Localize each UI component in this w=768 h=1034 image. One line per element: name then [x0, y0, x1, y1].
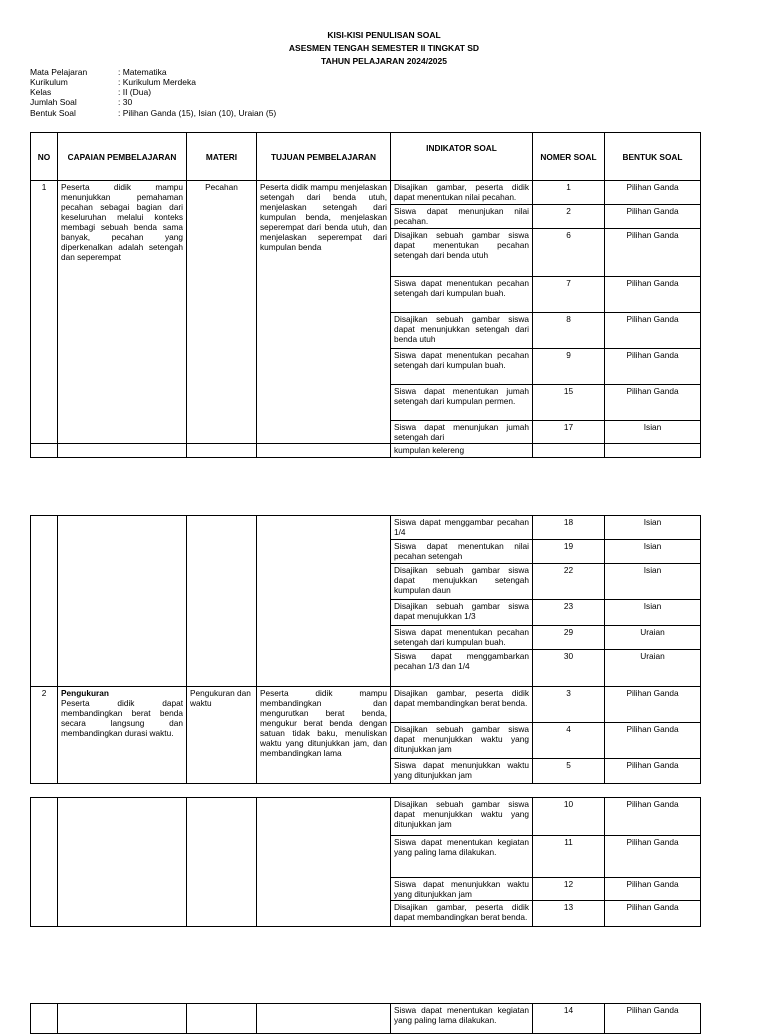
- meta-value: : Kurikulum Merdeka: [118, 77, 196, 87]
- bentuk-cell: Uraian: [605, 650, 701, 687]
- indikator-cell: Siswa dapat menggambar pecahan 1/4: [391, 516, 533, 540]
- tujuan-text: Peserta didik mampu menjelaskan setengah dari benda utuh, menjelaskan setengah dari kumpulan benda, menjelaskan seperempat dari benda utuh, dan menjelaskan seperempat dari kumpulan benda: [257, 181, 391, 444]
- meta-label: Bentuk Soal: [30, 108, 76, 118]
- bentuk-cell: Pilihan Ganda: [605, 385, 701, 421]
- bentuk-cell: Uraian: [605, 626, 701, 650]
- capaian-cell: [58, 687, 187, 784]
- bentuk-cell: Pilihan Ganda: [605, 229, 701, 277]
- grid-table-3: [30, 797, 701, 927]
- indikator-cell: Disajikan sebuah gambar siswa dapat menentukan pecahan setengah dari benda utuh: [391, 229, 533, 277]
- nomer-cell: 2: [533, 205, 605, 229]
- nomer-cell: 14: [533, 1004, 605, 1034]
- nomer-cell: 29: [533, 626, 605, 650]
- nomer-cell: 11: [533, 836, 605, 878]
- nomer-cell: 15: [533, 385, 605, 421]
- capaian-text: Peserta didik dapat membandingkan berat benda secara langsung dan membandingkan durasi waktu.: [61, 698, 183, 738]
- indikator-cell: Disajikan sebuah gambar siswa dapat menunjukkan waktu yang ditunjukkan jam: [391, 798, 533, 836]
- bentuk-cell: Isian: [605, 600, 701, 626]
- table-row: [31, 687, 701, 723]
- indikator-cell: Siswa dapat menggambarkan pecahan 1/3 dan 1/4: [391, 650, 533, 687]
- indikator-cell: Disajikan sebuah gambar siswa dapat menujukkan 1/3: [391, 600, 533, 626]
- materi-text: Pengukuran dan waktu: [187, 687, 257, 784]
- capaian-title: Pengukuran: [61, 688, 109, 698]
- nomer-cell: 13: [533, 901, 605, 927]
- col-header-tujuan: TUJUAN PEMBELAJARAN: [257, 133, 391, 181]
- table-row: [31, 1004, 701, 1034]
- table-header-row: [31, 133, 701, 181]
- col-header-materi: MATERI: [187, 133, 257, 181]
- bentuk-cell: Pilihan Ganda: [605, 836, 701, 878]
- bentuk-cell: Isian: [605, 421, 701, 444]
- meta-value: : II (Dua): [118, 87, 152, 97]
- meta-label: Jumlah Soal: [30, 97, 77, 107]
- bentuk-cell: Pilihan Ganda: [605, 901, 701, 927]
- col-header-bentuk: BENTUK SOAL: [605, 133, 701, 181]
- table-row: [31, 516, 701, 540]
- nomer-cell: 30: [533, 650, 605, 687]
- nomer-cell: 5: [533, 759, 605, 784]
- nomer-cell: 1: [533, 181, 605, 205]
- doc-title: KISI-KISI PENULISAN SOAL: [327, 30, 441, 40]
- row-no: 2: [31, 687, 58, 784]
- bentuk-cell: Pilihan Ganda: [605, 1004, 701, 1034]
- bentuk-cell: Isian: [605, 540, 701, 564]
- col-header-no: NO: [31, 133, 58, 181]
- indikator-cell: Disajikan gambar, peserta didik dapat membandingkan berat benda.: [391, 687, 533, 723]
- indikator-cell: Siswa dapat menentukan nilai pecahan setengah: [391, 540, 533, 564]
- bentuk-cell: Pilihan Ganda: [605, 759, 701, 784]
- indikator-cell: Siswa dapat menunjukkan waktu yang ditunjukkan jam: [391, 759, 533, 784]
- nomer-cell: 8: [533, 313, 605, 349]
- nomer-cell: 12: [533, 878, 605, 901]
- nomer-cell: 22: [533, 564, 605, 600]
- indikator-cell: Disajikan gambar, peserta didik dapat membandingkan berat benda.: [391, 901, 533, 927]
- col-header-nomer: NOMER SOAL: [533, 133, 605, 181]
- grid-table-1: [30, 132, 701, 458]
- nomer-cell: 17: [533, 421, 605, 444]
- meta-label: Kurikulum: [30, 77, 68, 87]
- indikator-cell: Siswa dapat menentukan pecahan setengah dari kumpulan buah.: [391, 626, 533, 650]
- meta-value: : Pilihan Ganda (15), Isian (10), Uraian (5): [118, 108, 277, 118]
- col-header-indikator: INDIKATOR SOAL: [391, 133, 533, 181]
- meta-label: Mata Pelajaran: [30, 67, 88, 77]
- nomer-cell: 4: [533, 723, 605, 759]
- indikator-cell: Siswa dapat menentukan pecahan setengah dari kumpulan buah.: [391, 349, 533, 385]
- col-header-cp: CAPAIAN PEMBELAJARAN: [58, 133, 187, 181]
- table-row: [31, 798, 701, 836]
- indikator-cell: Siswa dapat menentukan kegiatan yang paling lama dilakukan.: [391, 836, 533, 878]
- nomer-cell: 18: [533, 516, 605, 540]
- bentuk-cell: Pilihan Ganda: [605, 723, 701, 759]
- nomer-cell: 7: [533, 277, 605, 313]
- indikator-cell: Disajikan sebuah gambar siswa dapat menujukkan setengah kumpulan daun: [391, 564, 533, 600]
- indikator-cell: Disajikan gambar, peserta didik dapat menentukan nilai pecahan.: [391, 181, 533, 205]
- bentuk-cell: Pilihan Ganda: [605, 798, 701, 836]
- indikator-cell: Siswa dapat menentukan jumah setengah dari kumpulan permen.: [391, 385, 533, 421]
- materi-text: Pecahan: [187, 181, 257, 444]
- indikator-cell: Siswa dapat menunjukan nilai pecahan.: [391, 205, 533, 229]
- bentuk-cell: Pilihan Ganda: [605, 277, 701, 313]
- meta-label: Kelas: [30, 87, 52, 97]
- bentuk-cell: Isian: [605, 564, 701, 600]
- doc-year: TAHUN PELAJARAN 2024/2025: [321, 56, 447, 66]
- indikator-cell: Disajikan sebuah gambar siswa dapat menunjukkan waktu yang ditunjukkan jam: [391, 723, 533, 759]
- indikator-cell: Disajikan sebuah gambar siswa dapat menunjukkan setengah dari benda utuh: [391, 313, 533, 349]
- doc-subtitle: ASESMEN TENGAH SEMESTER II TINGKAT SD: [288, 43, 480, 53]
- nomer-cell: 10: [533, 798, 605, 836]
- grid-table-2: [30, 515, 701, 784]
- capaian-text: Peserta didik mampu menunjukkan pemahaman pecahan sebagai bagian dari keseluruhan melalui konteks membagi sebuah benda sama banyak, pecahan yang diperkenalkan adalah setengah dan seperempat: [58, 181, 187, 444]
- indikator-cell: Siswa dapat menentukan kegiatan yang paling lama dilakukan.: [391, 1004, 533, 1034]
- table-row: [31, 444, 701, 458]
- row-no: 1: [31, 181, 58, 444]
- meta-value: : 30: [118, 97, 133, 107]
- bentuk-cell: Pilihan Ganda: [605, 687, 701, 723]
- indikator-cell: Siswa dapat menentukan pecahan setengah dari kumpulan buah.: [391, 277, 533, 313]
- nomer-cell: 19: [533, 540, 605, 564]
- bentuk-cell: Pilihan Ganda: [605, 349, 701, 385]
- nomer-cell: 3: [533, 687, 605, 723]
- bentuk-cell: Pilihan Ganda: [605, 313, 701, 349]
- indikator-cell: Siswa dapat menunjukkan waktu yang ditunjukkan jam: [391, 878, 533, 901]
- indikator-cell: kumpulan kelereng: [391, 444, 533, 458]
- meta-value: : Matematika: [118, 67, 167, 77]
- bentuk-cell: Pilihan Ganda: [605, 205, 701, 229]
- bentuk-cell: Isian: [605, 516, 701, 540]
- nomer-cell: 9: [533, 349, 605, 385]
- grid-table-4: [30, 1003, 701, 1034]
- nomer-cell: 6: [533, 229, 605, 277]
- tujuan-text: Peserta didik mampu membandingkan dan mengurutkan berat benda, mengukur berat benda dengan satuan tidak baku, menuliskan waktu yang ditunjukkan jam, dan membandingkan lama: [257, 687, 391, 784]
- bentuk-cell: Pilihan Ganda: [605, 878, 701, 901]
- indikator-cell: Siswa dapat menunjukan jumah setengah dari: [391, 421, 533, 444]
- table-row: [31, 181, 701, 205]
- nomer-cell: 23: [533, 600, 605, 626]
- bentuk-cell: Pilihan Ganda: [605, 181, 701, 205]
